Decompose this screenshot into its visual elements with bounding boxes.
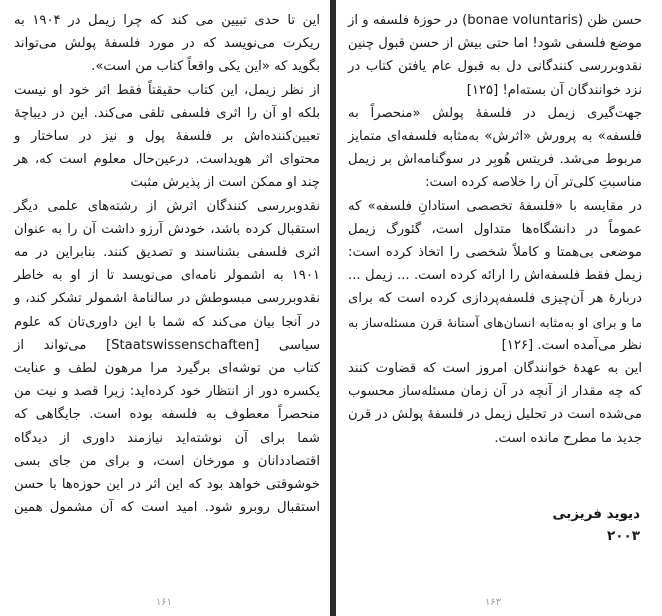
text-line: اقتصاددانان و مورخان است، و برای من جای بسی (14, 453, 320, 469)
text-line: این تا حدی تبیین می کند که چرا زیمل در ۱۹۰۴ به (14, 13, 320, 28)
text-line: سیاسی [Staatswissenschaften] می‌تواند از (14, 337, 320, 353)
text-line: ۱۹۰۱ به اشمولر نامه‌ای می‌نویسد تا از او به خاطر (14, 268, 320, 284)
text-line: استقبال کرده باشد، خودش آرزو داشت آن را به عنوان (14, 221, 320, 237)
text-line: نزد خوانندگان آن بسته‌ام! [۱۲۵] (466, 82, 642, 98)
text-line: نقدوبررسی کنندگان اثرش از رشته‌های علمی دیگر (14, 198, 320, 214)
text-line: ما و برای او به‌مثابه انسان‌های آستانهٔ قرن مسئله‌ساز به (348, 314, 642, 330)
signature-name: دیوید فریزبی (552, 506, 640, 522)
text-line: مربوط می‌شد. فریتس هُوبِر در سوگنامه‌اش بر زیمل (348, 152, 642, 168)
signature-year: ۲۰۰۳ (607, 528, 640, 544)
text-line: از نظر زیمل، این کتاب حقیقتاً فقط اثر خود او نیست (14, 82, 320, 98)
left-page (0, 0, 330, 616)
text-line: موضعی بی‌همتا و کاملاً شخصی را اتخاذ کرده است: (348, 245, 642, 261)
text-line: این به عهدهٔ خوانندگان امروز است که قضاوت کنند (348, 361, 642, 377)
right-page-text (348, 9, 642, 450)
text-line: که چه مقدار از آنچه در آن زمان مسئله‌ساز محسوب (348, 384, 642, 400)
text-line: فلسفه» به پرورش «اثرش» به‌مثابه فلسفه‌ای متمایز (348, 129, 642, 145)
text-line: تعیین‌کننده‌اش بر فلسفهٔ پول و نیز در ساختار و (14, 129, 320, 145)
text-line: منحصراً معطوف به فلسفه بوده است. جایگاهی که (14, 407, 320, 423)
author-signature (553, 503, 640, 547)
text-line: خوشوقتی خواهد بود که این اثر در این حوزه‌ها با حسن (14, 477, 320, 493)
text-line: دربارهٔ هر آن‌چیزی فلسفه‌پردازی کرده است که برای (348, 291, 642, 307)
text-line: زیمل فقط فلسفه‌اش را ارائه کرده است. ... زیمل ... (348, 268, 642, 284)
text-line: می‌شده است در تحلیل زیمل در فلسفهٔ پولش در قرن (348, 407, 642, 423)
text-line: شما برای آن نوشته‌اید نیازمند داوری از دیدگاه (14, 430, 320, 446)
text-line: جدید ما مطرح مانده است. (494, 430, 642, 446)
text-line: در آنجا بیان می‌کند که شما با این داوری‌تان که علوم (14, 314, 320, 330)
text-line: در مقایسه با «فلسفهٔ تخصصی استادانِ فلسفه» که (348, 198, 642, 214)
text-line: نقدوبررسی مبسوطش در سالنامهٔ اشمولر تشکر کند، و (14, 291, 320, 307)
text-line: نقدوبررسی کنندگانی دل به قبول عام یافتن کتاب در (348, 59, 642, 75)
text-line: اثری فلسفی بشناسند و تصدیق کنند. بنابراین در مه (14, 245, 320, 261)
text-line: نظر می‌آمده است. [۱۲۶] (501, 337, 642, 353)
text-line: محتوای اثر هویداست. در‌عین‌حال معلوم است که، هر (14, 152, 320, 168)
page-number: ۱۶۳ (484, 597, 502, 608)
text-line: حسن ظن (bonae voluntaris) در حوزهٔ فلسفه و از (348, 13, 642, 28)
text-line: بلکه او آن را اثری فلسفی تلقی می‌کند. این در دیباچهٔ (14, 105, 320, 121)
text-line: چند او ممکن است از پذیرش مثبت (130, 175, 320, 191)
text-line: عموماً در دانشگاه‌ها متداول است، گئورگ زیمل (348, 221, 642, 237)
right-page (336, 0, 662, 616)
text-line: موضع فلسفی شود! اما حتی بیش از حسن قبول چنین (347, 36, 642, 52)
page-number: ۱۶۱ (155, 597, 173, 608)
left-page-text (14, 9, 320, 519)
text-line: بگوید که «این یکی واقعاً کتاب من است». (91, 59, 320, 75)
text-line: استقبال روبرو شود. امید است که آن مشمول همین (14, 500, 320, 516)
text-line: ریکرت می‌نویسد که در مورد فلسفهٔ پولش می‌تواند (14, 36, 320, 52)
text-line: یکسره دور از انتظار خود کرده‌اید: زیرا قصد و نیت من (14, 384, 320, 400)
text-line: کتاب من توشه‌ای برگیرد مرا مرهون لطف و عنایت (14, 361, 320, 377)
text-line: جهت‌گیری زیمل در فلسفهٔ پولش «منحصراً به (348, 105, 642, 121)
text-line: مناسبتِ کلی‌تر آن را خلاصه کرده است: (425, 175, 642, 191)
